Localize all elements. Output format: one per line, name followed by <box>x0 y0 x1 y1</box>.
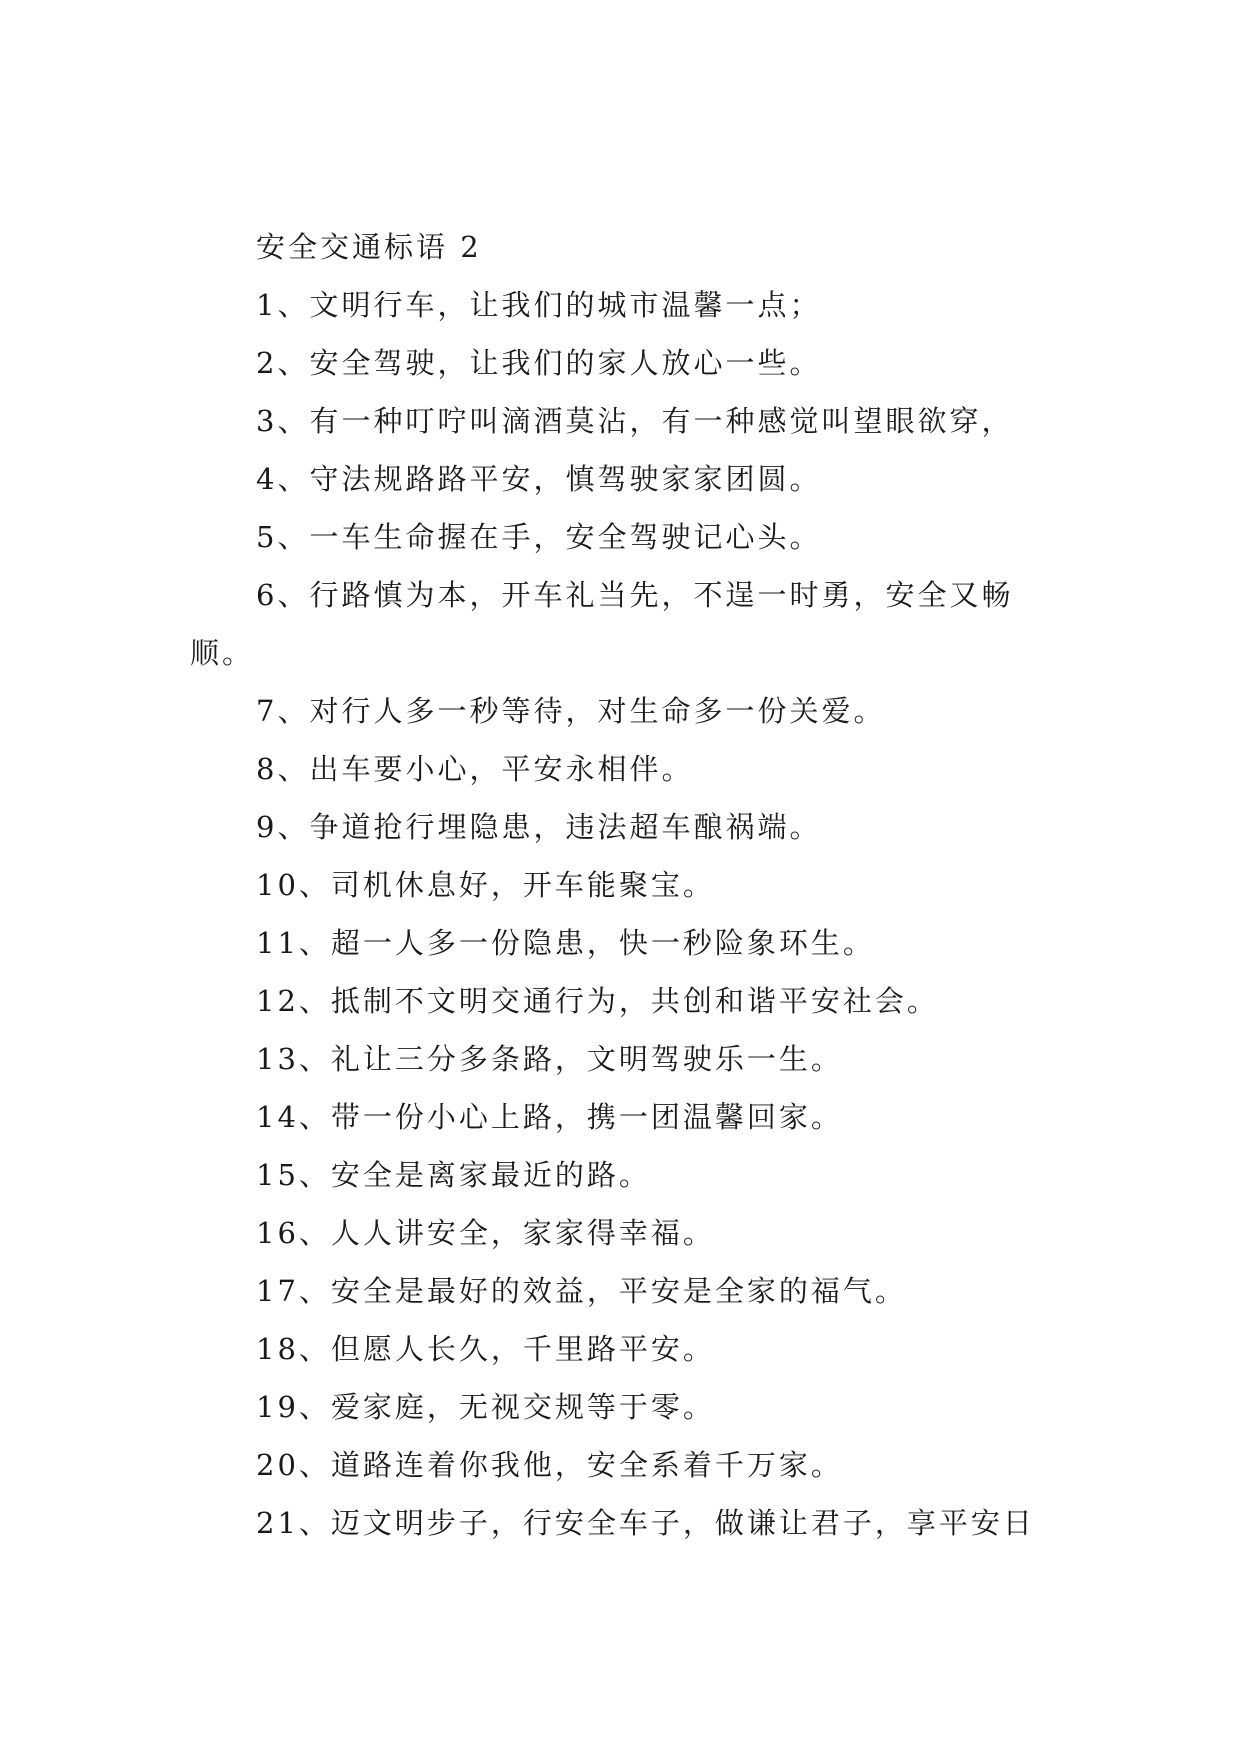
document-body <box>190 218 1070 1552</box>
slogan-line-17: 17、安全是最好的效益，平安是全家的福气。 <box>256 1274 907 1308</box>
slogan-line-5: 5、一车生命握在手，安全驾驶记心头。 <box>256 520 822 554</box>
slogan-line-13: 13、礼让三分多条路，文明驾驶乐一生。 <box>256 1042 843 1076</box>
slogan-line-21: 21、迈文明步子，行安全车子，做谦让君子，享平安日 <box>256 1506 1035 1540</box>
slogan-line-11: 11、超一人多一份隐患，快一秒险象环生。 <box>256 926 875 960</box>
slogan-line-6: 6、行路慎为本，开车礼当先，不逞一时勇，安全又畅顺。 <box>190 578 1014 670</box>
slogan-line-10: 10、司机休息好，开车能聚宝。 <box>256 868 715 902</box>
slogan-line-20: 20、道路连着你我他，安全系着千万家。 <box>256 1448 843 1482</box>
slogan-line-19: 19、爱家庭，无视交规等于零。 <box>256 1390 715 1424</box>
slogan-line-4: 4、守法规路路平安，慎驾驶家家团圆。 <box>256 462 822 496</box>
slogan-line-15: 15、安全是离家最近的路。 <box>256 1158 651 1192</box>
slogan-line-9: 9、争道抢行埋隐患，违法超车酿祸端。 <box>256 810 822 844</box>
slogan-line-1: 1、文明行车，让我们的城市温馨一点； <box>256 288 822 322</box>
slogan-line-14: 14、带一份小心上路，携一团温馨回家。 <box>256 1100 843 1134</box>
slogan-line-12: 12、抵制不文明交通行为，共创和谐平安社会。 <box>256 984 939 1018</box>
slogan-line-3: 3、有一种叮咛叫滴酒莫沾，有一种感觉叫望眼欲穿， <box>256 404 1014 438</box>
slogan-line-16: 16、人人讲安全，家家得幸福。 <box>256 1216 715 1250</box>
slogan-line-18: 18、但愿人长久，千里路平安。 <box>256 1332 715 1366</box>
document-title: 安全交通标语 2 <box>256 230 482 264</box>
slogan-line-2: 2、安全驾驶，让我们的家人放心一些。 <box>256 346 822 380</box>
slogan-line-7: 7、对行人多一秒等待，对生命多一份关爱。 <box>256 694 886 728</box>
slogan-line-8: 8、出车要小心，平安永相伴。 <box>256 752 694 786</box>
